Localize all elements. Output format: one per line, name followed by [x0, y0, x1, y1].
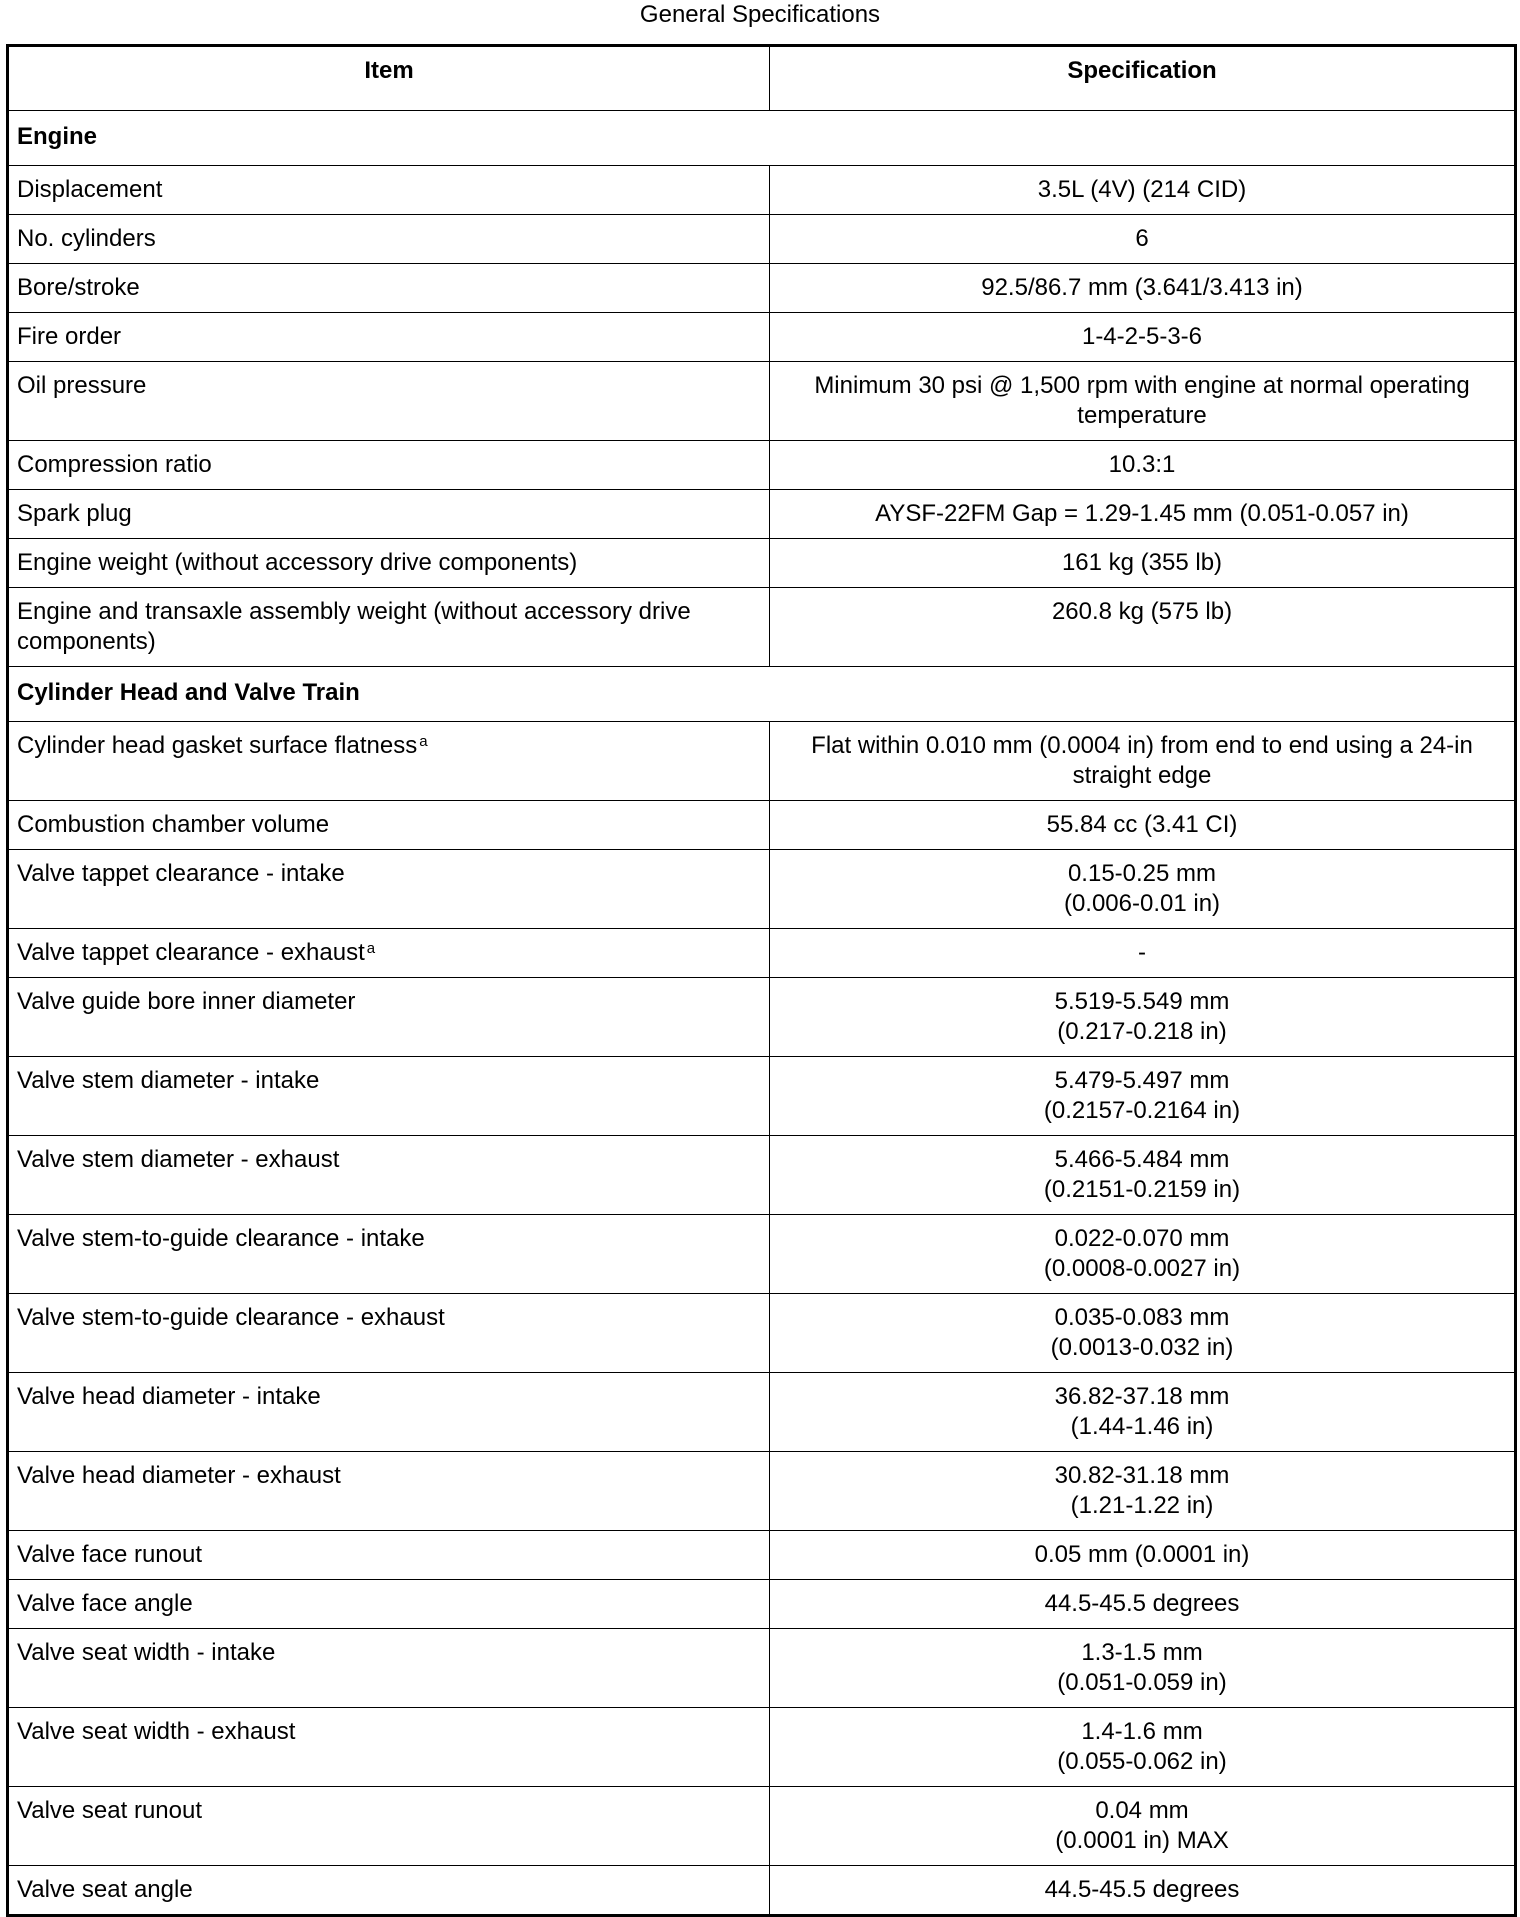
table-row — [8, 441, 1516, 490]
specification-value: (1.44-1.46 in) — [1070, 1413, 1214, 1440]
header-specification: Specification — [770, 46, 1516, 111]
header-row — [8, 46, 1516, 111]
item-label: Valve stem-to-guide clearance - intake — [17, 1225, 425, 1252]
item-cell — [8, 490, 770, 539]
specification-cell — [770, 722, 1516, 801]
table-row — [8, 1866, 1516, 1916]
specification-cell — [770, 1708, 1516, 1787]
table-row — [8, 722, 1516, 801]
specification-cell — [770, 1866, 1516, 1916]
table-row — [8, 1580, 1516, 1629]
specification-value: (0.055-0.062 in) — [1057, 1748, 1227, 1775]
table-row — [8, 1215, 1516, 1294]
specification-value: 0.05 mm (0.0001 in) — [1034, 1541, 1250, 1568]
item-label: Valve seat width - exhaust — [17, 1718, 296, 1745]
item-cell — [8, 166, 770, 215]
specification-value: 0.022-0.070 mm — [1054, 1225, 1230, 1252]
specification-value: Minimum 30 psi @ 1,500 rpm with engine at normal operating — [814, 372, 1470, 399]
specification-value: AYSF-22FM Gap = 1.29-1.45 mm (0.051-0.057 in) — [875, 500, 1409, 527]
table-row — [8, 1057, 1516, 1136]
specification-value: 260.8 kg (575 lb) — [1051, 598, 1233, 625]
specification-value: 1-4-2-5-3-6 — [1081, 323, 1203, 350]
specification-value: 92.5/86.7 mm (3.641/3.413 in) — [981, 274, 1303, 301]
specification-cell — [770, 978, 1516, 1057]
item-cell — [8, 1629, 770, 1708]
item-cell — [8, 362, 770, 441]
specification-value: 1.4-1.6 mm — [1081, 1718, 1203, 1745]
specification-value: 44.5-45.5 degrees — [1044, 1876, 1240, 1903]
item-cell — [8, 1294, 770, 1373]
item-label: Engine weight (without accessory drive components) — [17, 549, 578, 576]
item-cell — [8, 722, 770, 801]
table-row — [8, 264, 1516, 313]
table-row — [8, 801, 1516, 850]
table-row — [8, 362, 1516, 441]
specification-value: 55.84 cc (3.41 CI) — [1046, 811, 1238, 838]
specification-value: 6 — [1135, 225, 1149, 252]
table-row — [8, 1787, 1516, 1866]
specification-cell — [770, 1373, 1516, 1452]
specification-value: (0.051-0.059 in) — [1057, 1669, 1227, 1696]
specification-cell — [770, 215, 1516, 264]
item-label: Valve stem diameter - intake — [17, 1067, 320, 1094]
item-cell — [8, 1787, 770, 1866]
item-cell — [8, 1373, 770, 1452]
item-label: Bore/stroke — [17, 274, 140, 301]
item-label: No. cylinders — [17, 225, 156, 252]
specification-cell — [770, 1531, 1516, 1580]
specification-cell — [770, 441, 1516, 490]
specification-value: 3.5L (4V) (214 CID) — [1037, 176, 1247, 203]
item-label: Valve face angle — [17, 1590, 193, 1617]
specification-value: 5.519-5.549 mm — [1054, 988, 1230, 1015]
item-label: Combustion chamber volume — [17, 811, 330, 838]
item-cell — [8, 264, 770, 313]
table-row — [8, 588, 1516, 667]
section-row — [8, 111, 1516, 166]
specification-cell — [770, 1136, 1516, 1215]
specification-cell — [770, 264, 1516, 313]
item-cell — [8, 1531, 770, 1580]
item-cell — [8, 441, 770, 490]
specification-value: 1.3-1.5 mm — [1081, 1639, 1203, 1666]
specification-cell — [770, 1215, 1516, 1294]
spec-table — [6, 44, 1517, 1917]
item-label: Compression ratio — [17, 451, 212, 478]
page-title: General Specifications — [639, 1, 881, 28]
table-row — [8, 1452, 1516, 1531]
item-label: Valve tappet clearance - exhaust — [17, 939, 365, 966]
table-row — [8, 1531, 1516, 1580]
item-label: Fire order — [17, 323, 122, 350]
table-row — [8, 539, 1516, 588]
specification-value: 0.15-0.25 mm — [1067, 860, 1217, 887]
item-label: Displacement — [17, 176, 163, 203]
item-cell — [8, 978, 770, 1057]
specification-value: 0.035-0.083 mm — [1054, 1304, 1230, 1331]
item-cell — [8, 850, 770, 929]
item-cell — [8, 1866, 770, 1916]
table-row — [8, 978, 1516, 1057]
item-cell — [8, 539, 770, 588]
footnote-marker: a — [366, 940, 376, 957]
item-cell — [8, 929, 770, 978]
specification-value: temperature — [1077, 402, 1207, 429]
specification-value: 161 kg (355 lb) — [1061, 549, 1223, 576]
specification-value: 10.3:1 — [1108, 451, 1176, 478]
table-row — [8, 1294, 1516, 1373]
table-row — [8, 1629, 1516, 1708]
item-label: Oil pressure — [17, 372, 147, 399]
table-row — [8, 1136, 1516, 1215]
item-cell — [8, 1136, 770, 1215]
item-cell — [8, 313, 770, 362]
item-label: Valve seat angle — [17, 1876, 193, 1903]
specification-value: (0.0013-0.032 in) — [1050, 1334, 1234, 1361]
item-cell — [8, 588, 770, 667]
item-label: Valve head diameter - exhaust — [17, 1462, 341, 1489]
table-row — [8, 850, 1516, 929]
section-heading: Cylinder Head and Valve Train — [8, 667, 1516, 722]
specification-cell — [770, 313, 1516, 362]
section-heading: Engine — [8, 111, 1516, 166]
table-row — [8, 313, 1516, 362]
specification-value: 5.479-5.497 mm — [1054, 1067, 1230, 1094]
item-label: Valve seat runout — [17, 1797, 203, 1824]
specification-cell — [770, 1452, 1516, 1531]
specification-cell — [770, 929, 1516, 978]
specification-cell — [770, 588, 1516, 667]
item-cell — [8, 215, 770, 264]
spec-table-body — [8, 111, 1516, 1916]
specification-cell — [770, 1057, 1516, 1136]
table-row — [8, 1708, 1516, 1787]
item-cell — [8, 1708, 770, 1787]
item-label: Engine and transaxle assembly weight (without accessory drive components) — [17, 598, 691, 655]
item-cell — [8, 1057, 770, 1136]
specification-value: (0.0008-0.0027 in) — [1043, 1255, 1241, 1282]
item-label: Valve face runout — [17, 1541, 203, 1568]
specification-value: (0.217-0.218 in) — [1057, 1018, 1227, 1045]
specification-value: (0.006-0.01 in) — [1063, 890, 1221, 917]
table-row — [8, 929, 1516, 978]
item-label: Valve seat width - intake — [17, 1639, 276, 1666]
specification-cell — [770, 539, 1516, 588]
specification-value: (1.21-1.22 in) — [1070, 1492, 1214, 1519]
table-row — [8, 166, 1516, 215]
specification-cell — [770, 1629, 1516, 1708]
footnote-marker: a — [419, 733, 428, 750]
item-label: Valve tappet clearance - intake — [17, 860, 345, 887]
specification-value: - — [1138, 939, 1146, 966]
specification-cell — [770, 1580, 1516, 1629]
item-cell — [8, 1580, 770, 1629]
table-row — [8, 1373, 1516, 1452]
item-label: Cylinder head gasket surface flatness — [17, 732, 418, 759]
specification-cell — [770, 801, 1516, 850]
specification-value: 0.04 mm — [1095, 1797, 1189, 1824]
specification-value: straight edge — [1072, 762, 1212, 789]
specification-cell — [770, 1294, 1516, 1373]
table-row — [8, 490, 1516, 539]
specification-value: 30.82-31.18 mm — [1054, 1462, 1230, 1489]
item-cell — [8, 1452, 770, 1531]
specification-value: (0.2151-0.2159 in) — [1043, 1176, 1241, 1203]
item-label: Spark plug — [17, 500, 132, 527]
specification-value: Flat within 0.010 mm (0.0004 in) from end to end using a 24-in — [811, 732, 1473, 759]
specification-cell — [770, 1787, 1516, 1866]
header-item: Item — [8, 46, 770, 111]
specification-cell — [770, 850, 1516, 929]
specification-cell — [770, 166, 1516, 215]
item-label: Valve stem-to-guide clearance - exhaust — [17, 1304, 445, 1331]
specification-cell — [770, 490, 1516, 539]
specification-value: 5.466-5.484 mm — [1054, 1146, 1230, 1173]
item-label: Valve stem diameter - exhaust — [17, 1146, 340, 1173]
specification-value: 44.5-45.5 degrees — [1044, 1590, 1240, 1617]
item-cell — [8, 801, 770, 850]
item-label: Valve head diameter - intake — [17, 1383, 321, 1410]
specification-value: 36.82-37.18 mm — [1054, 1383, 1230, 1410]
specification-cell — [770, 362, 1516, 441]
item-label: Valve guide bore inner diameter — [17, 988, 356, 1015]
specification-value: (0.0001 in) MAX — [1055, 1827, 1229, 1854]
specification-value: (0.2157-0.2164 in) — [1043, 1097, 1241, 1124]
table-row — [8, 215, 1516, 264]
item-cell — [8, 1215, 770, 1294]
section-row — [8, 667, 1516, 722]
